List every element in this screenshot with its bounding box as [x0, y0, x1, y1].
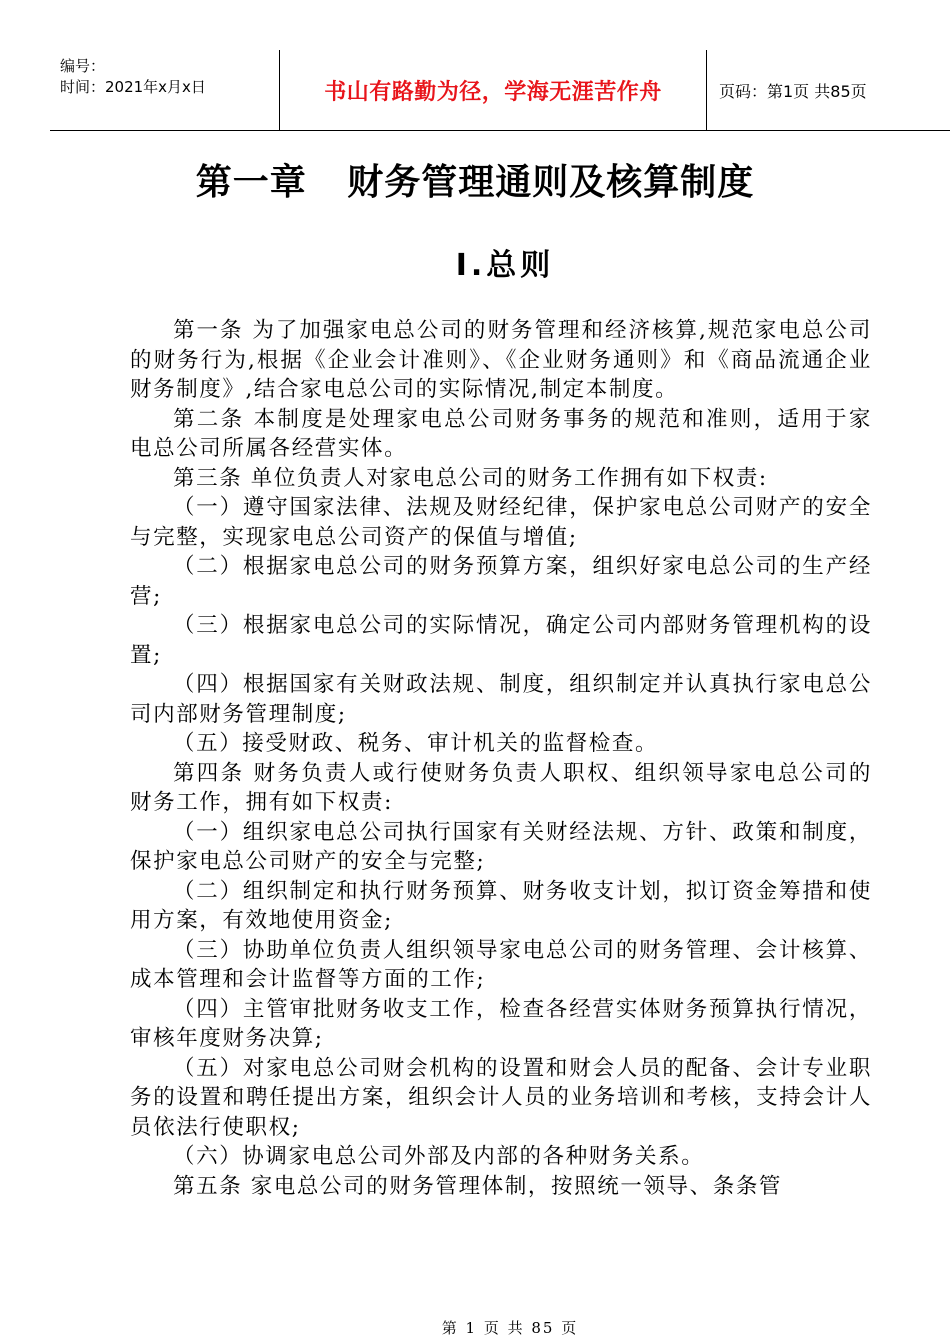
paragraph: 第三条 单位负责人对家电总公司的财务工作拥有如下权责: [173, 465, 768, 491]
paragraph: （二）组织制定和执行财务预算、财务收支计划，拟订资金筹措和使用方案，有效地使用资金; [130, 878, 872, 933]
paragraph: （五）接受财政、税务、审计机关的监督检查。 [173, 731, 659, 756]
header-page-info: 页码：第1页 共85页 [719, 81, 867, 101]
section-title: I.总则 [455, 248, 555, 283]
paragraph: 第四条 财务负责人或行使财务负责人职权、组织领导家电总公司的财务工作，拥有如下权责: [130, 760, 872, 815]
document-number-label: 编号： [60, 57, 106, 75]
chapter-title: 第一章 财务管理通则及核算制度 [195, 162, 755, 203]
paragraph: 第一条 为了加强家电总公司的财务管理和经济核算,规范家电总公司的财务行为,根据《企业会计准则》、《企业财务通则》和《商品流通企业财务制度》,结合家电总公司的实际情况,制定本制度。 [130, 318, 872, 402]
document-body [130, 316, 872, 1201]
paragraph: （一）遵守国家法律、法规及财经纪律，保护家电总公司财产的安全与完整，实现家电总公司资产的保值与增值; [130, 495, 872, 550]
page-footer: 第 1 页 共 85 页 [441, 1319, 579, 1337]
paragraph: （三）协助单位负责人组织领导家电总公司的财务管理、会计核算、成本管理和会计监督等方面的工作; [130, 937, 872, 992]
paragraph: （四）主管审批财务收支工作，检查各经营实体财务预算执行情况，审核年度财务决算; [130, 996, 872, 1051]
paragraph: 第五条 家电总公司的财务管理体制，按照统一领导、条条管 [173, 1173, 783, 1199]
paragraph: （五）对家电总公司财会机构的设置和财会人员的配备、会计专业职务的设置和聘任提出方案，组织会计人员的业务培训和考核，支持会计人员依法行使职权; [130, 1055, 872, 1140]
page-header [50, 50, 950, 131]
header-meta [50, 50, 280, 130]
header-motto: 书山有路勤为径，学海无涯苦作舟 [280, 50, 707, 130]
paragraph: （六）协调家电总公司外部及内部的各种财务关系。 [173, 1144, 705, 1169]
paragraph: 第二条 本制度是处理家电总公司财务事务的规范和准则，适用于家电总公司所属各经营实体。 [130, 406, 872, 461]
paragraph: （一）组织家电总公司执行国家有关财经法规、方针、政策和制度，保护家电总公司财产的安全与完整; [130, 819, 872, 874]
paragraph: （三）根据家电总公司的实际情况，确定公司内部财务管理机构的设置; [130, 613, 872, 668]
paragraph: （四）根据国家有关财政法规、制度，组织制定并认真执行家电总公司内部财务管理制度; [130, 672, 872, 727]
document-time-label: 时间：2021年x月x日 [60, 78, 206, 96]
paragraph: （二）根据家电总公司的财务预算方案，组织好家电总公司的生产经营; [130, 554, 872, 609]
